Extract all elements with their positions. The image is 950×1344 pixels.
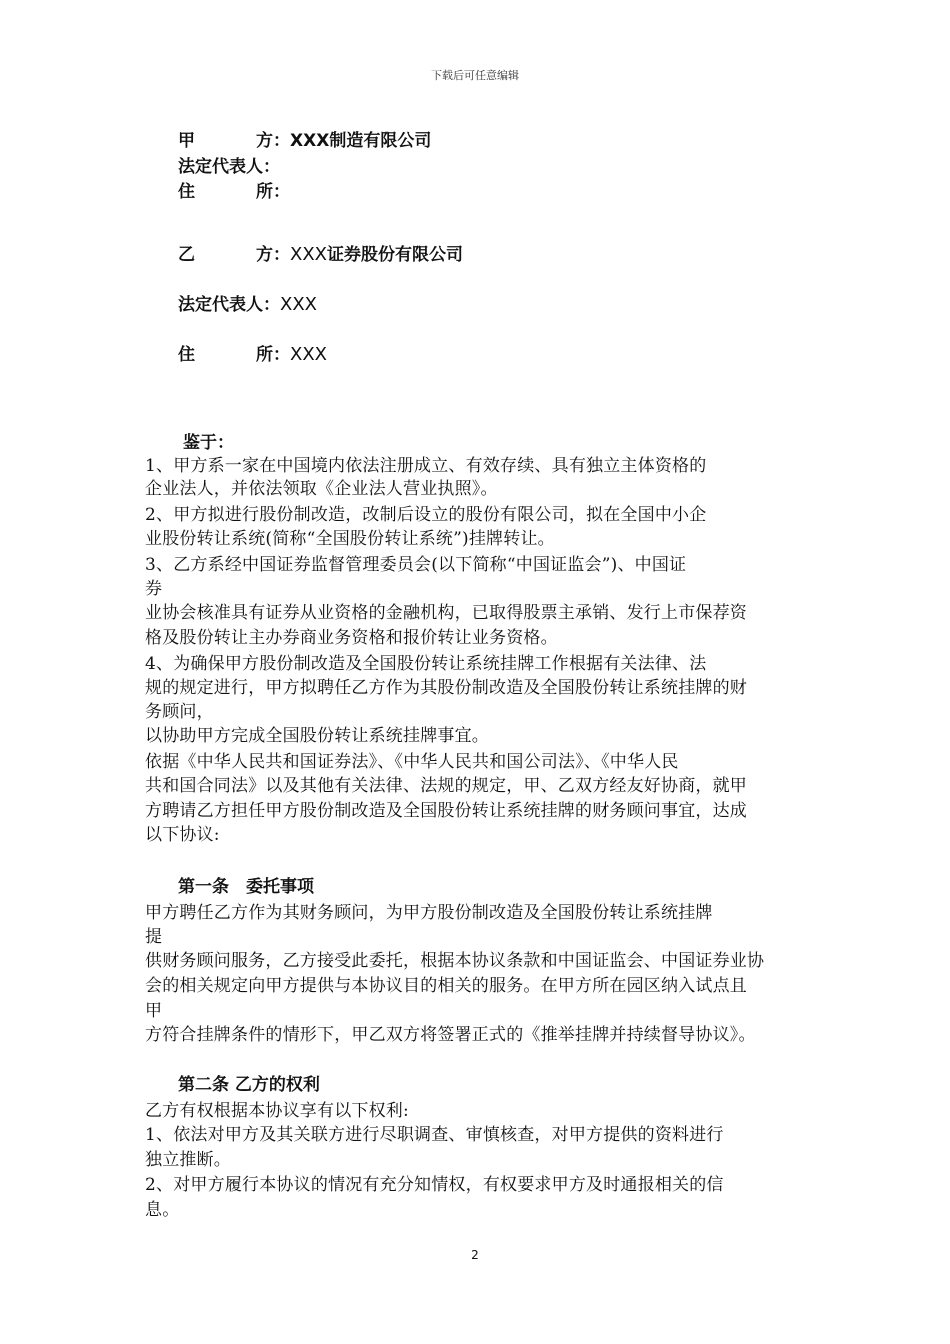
body-line: 务顾问， <box>145 702 214 722</box>
article-1-heading: 第一条 委托事项 <box>178 877 314 897</box>
article-1-line: 供财务顾问服务，乙方接受此委托，根据本协议条款和中国证监会、中国证券业协 <box>145 951 765 971</box>
article-1-line: 甲 <box>145 1001 163 1021</box>
party-a-addr-label-2: 所： <box>256 182 290 202</box>
party-b-rep-value: XXX <box>280 294 317 315</box>
body-line: 以下协议: <box>145 825 220 845</box>
article-2-line: 息。 <box>145 1200 180 1220</box>
body-line: 业协会核准具有证券从业资格的金融机构，已取得股票主承销、发行上市保荐资 <box>145 603 747 623</box>
party-a-label-tail: 方： <box>256 131 290 151</box>
party-b-label-tail: 方： <box>256 245 290 265</box>
body-line: 格及股份转让主办券商业务资格和报价转让业务资格。 <box>145 628 558 648</box>
body-line: 4、为确保甲方股份制改造及全国股份转让系统挂牌工作根据有关法律、法 <box>145 654 707 674</box>
party-a-rep-line <box>178 152 280 177</box>
party-b-addr-label-2: 所： <box>256 345 290 365</box>
article-1-line: 方符合挂牌条件的情形下，甲乙双方将签署正式的《推举挂牌并持续督导协议》。 <box>145 1025 756 1045</box>
body-line: 共和国合同法》以及其他有关法律、法规的规定，甲、乙双方经友好协商，就甲 <box>145 776 747 796</box>
party-b-label: 乙 <box>178 245 195 265</box>
party-b-line <box>178 240 463 265</box>
whereas-heading: 鉴于： <box>183 433 234 453</box>
article-1-line: 会的相关规定向甲方提供与本协议目的相关的服务。在甲方所在园区纳入试点且 <box>145 976 747 996</box>
article-2-line: 独立推断。 <box>145 1150 231 1170</box>
party-a-addr-label-1: 住 <box>178 182 195 202</box>
article-1-line: 甲方聘任乙方作为其财务顾问，为甲方股份制改造及全国股份转让系统挂牌 <box>145 903 713 923</box>
body-line: 2、甲方拟进行股份制改造，改制后设立的股份有限公司，拟在全国中小企 <box>145 505 707 525</box>
party-b-addr-value: XXX <box>290 344 327 365</box>
body-line: 以协助甲方完成全国股份转让系统挂牌事宜。 <box>145 726 489 746</box>
body-line: 券 <box>145 579 163 599</box>
article-2-line: 乙方有权根据本协议享有以下权利: <box>145 1101 409 1121</box>
body-line: 依据《中华人民共和国证券法》、《中华人民共和国公司法》、《中华人民 <box>145 752 679 772</box>
party-a-label: 甲 <box>178 131 195 151</box>
page-number: 2 <box>471 1248 479 1262</box>
party-a-name: XXX制造有限公司 <box>290 131 432 151</box>
body-line: 规的规定进行，甲方拟聘任乙方作为其股份制改造及全国股份转让系统挂牌的财 <box>145 678 747 698</box>
party-b-rep-label: 法定代表人： <box>178 295 280 315</box>
party-a-line <box>178 126 431 151</box>
article-2-line: 2、对甲方履行本协议的情况有充分知情权，有权要求甲方及时通报相关的信 <box>145 1175 724 1195</box>
party-a-rep-label: 法定代表人： <box>178 157 280 177</box>
party-b-rep-line <box>178 290 317 315</box>
party-b-name-prefix: XXX <box>290 244 327 265</box>
party-a-addr-line <box>178 177 290 202</box>
party-b-addr-line <box>178 340 327 365</box>
body-line: 3、乙方系经中国证券监督管理委员会(以下简称“中国证监会”)、中国证 <box>145 555 687 575</box>
body-line: 企业法人，并依法领取《企业法人营业执照》。 <box>145 479 498 499</box>
body-line: 方聘请乙方担任甲方股份制改造及全国股份转让系统挂牌的财务顾问事宜，达成 <box>145 801 747 821</box>
article-1-line: 提 <box>145 927 163 947</box>
body-line: 1、甲方系一家在中国境内依法注册成立、有效存续、具有独立主体资格的 <box>145 456 707 476</box>
party-b-name: 证券股份有限公司 <box>327 245 463 265</box>
header-note: 下载后可任意编辑 <box>431 69 519 82</box>
party-b-addr-label-1: 住 <box>178 345 195 365</box>
body-line: 业股份转让系统(简称“全国股份转让系统”)挂牌转让。 <box>145 529 555 549</box>
article-2-line: 1、依法对甲方及其关联方进行尽职调查、审慎核查，对甲方提供的资料进行 <box>145 1125 724 1145</box>
article-2-heading: 第二条 乙方的权利 <box>178 1075 320 1095</box>
